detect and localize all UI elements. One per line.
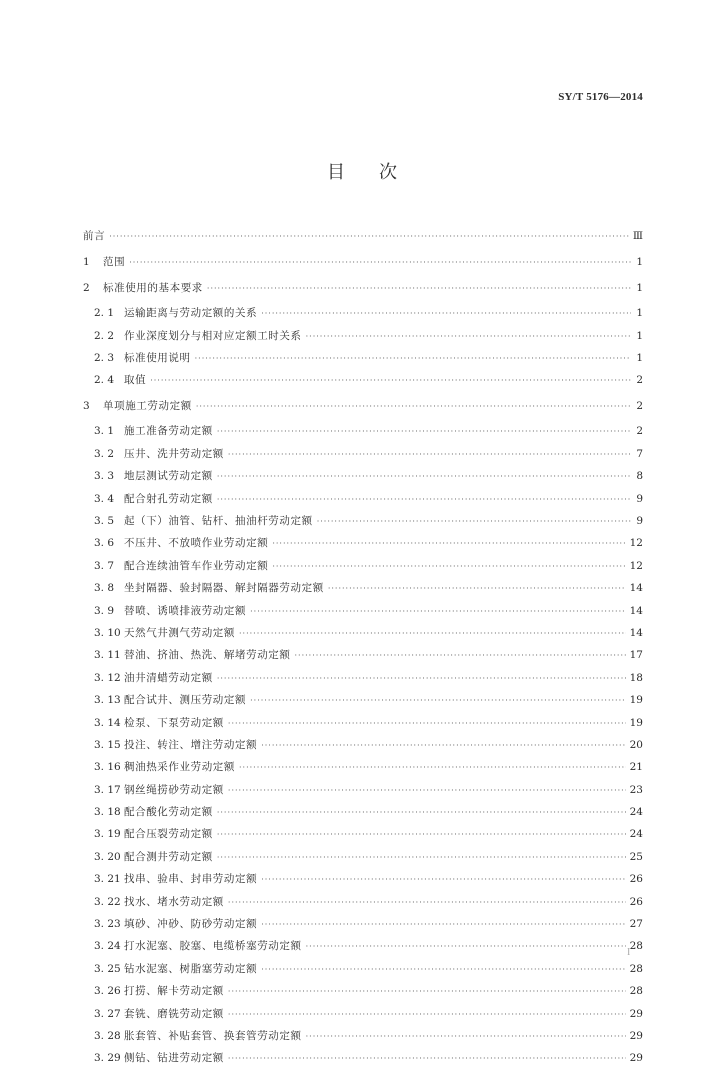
toc-dot-leader <box>217 673 626 685</box>
toc-entry-page: 24 <box>629 806 643 819</box>
toc-entry <box>83 365 643 387</box>
toc-dot-leader <box>217 807 626 819</box>
toc-dot-leader <box>228 986 626 998</box>
toc-entry-label: 检泵、下泵劳动定额 <box>124 716 224 729</box>
toc-entry <box>83 640 643 662</box>
toc-dot-leader <box>239 762 626 774</box>
toc-entry-label: 范围 <box>103 255 126 268</box>
toc-entry <box>83 841 643 863</box>
toc-entry-page: 9 <box>636 492 643 505</box>
toc-entry-number: 3. 8 <box>94 582 115 595</box>
toc-entry-label: 标准使用说明 <box>124 351 191 364</box>
toc-entry-page: 12 <box>629 537 643 550</box>
toc-entry-number: 3. 11 <box>94 649 121 662</box>
toc-entry-label: 钻水泥塞、树脂塞劳动定额 <box>124 962 258 975</box>
toc-entry <box>83 343 643 365</box>
toc-entry-label: 不压井、不放喷作业劳动定额 <box>124 537 269 550</box>
toc-entry-label: 替油、挤油、热洗、解堵劳动定额 <box>124 649 291 662</box>
toc-entry-number: 3. 22 <box>94 895 121 908</box>
toc-entry-page: 2 <box>636 425 643 438</box>
toc-entry-label: 起（下）油管、钻杆、抽油杆劳动定额 <box>124 515 313 528</box>
toc-entry-page: 8 <box>636 470 643 483</box>
toc-dot-leader <box>261 740 625 752</box>
toc-dot-leader <box>228 449 631 461</box>
toc-dot-leader <box>207 283 631 295</box>
toc-entry-number: 3. 7 <box>94 559 115 572</box>
toc-entry-label: 标准使用的基本要求 <box>103 281 203 294</box>
toc-entry-page: 1 <box>636 307 643 320</box>
page-title: 目次 <box>327 162 431 183</box>
toc-entry-number: 3. 4 <box>94 492 115 505</box>
toc-entry <box>83 595 643 617</box>
toc-entry-label: 压井、洗井劳动定额 <box>124 447 224 460</box>
page-number: I <box>627 947 631 958</box>
toc-entry-number: 3. 10 <box>94 626 121 639</box>
toc-entry-label: 配合试井、测压劳动定额 <box>124 694 247 707</box>
toc-entry-page: 19 <box>629 694 643 707</box>
toc-entry-page: 7 <box>636 447 643 460</box>
toc-entry-page: 29 <box>629 1007 643 1020</box>
toc-entry-page: 28 <box>629 940 643 953</box>
toc-entry <box>83 247 643 269</box>
toc-dot-leader <box>306 941 626 953</box>
toc-entry <box>83 390 643 412</box>
toc-dot-leader <box>217 471 631 483</box>
toc-dot-leader <box>217 829 626 841</box>
toc-dot-leader <box>261 874 625 886</box>
toc-dot-leader <box>306 1031 626 1043</box>
toc-entry-page: 29 <box>629 1030 643 1042</box>
toc-entry-label: 取值 <box>124 374 147 387</box>
toc-entry-page: 14 <box>629 582 643 595</box>
toc-dot-leader <box>228 1053 626 1065</box>
toc-entry-number: 3. 19 <box>94 828 121 841</box>
toc-entry-page: 28 <box>629 985 643 998</box>
toc-entry-label: 稠油热采作业劳动定额 <box>124 761 235 774</box>
toc-entry-label: 配合连续油管车作业劳动定额 <box>124 559 269 572</box>
toc-dot-leader <box>261 308 631 320</box>
toc-entry-page: 28 <box>629 962 643 975</box>
toc-entry-label: 作业深度划分与相对应定额工时关系 <box>124 329 302 342</box>
toc-dot-leader <box>261 919 625 931</box>
toc-entry <box>83 797 643 819</box>
toc-entry-page: 25 <box>629 850 643 863</box>
toc-entry-number: 2 <box>83 281 90 294</box>
toc-entry-number: 3. 21 <box>94 873 121 886</box>
toc-entry-number: 2. 4 <box>94 374 115 387</box>
toc-entry-page: 21 <box>629 761 643 774</box>
toc-entry <box>83 886 643 908</box>
toc-entry-number: 3. 23 <box>94 918 121 931</box>
toc-entry-page: 24 <box>629 828 643 841</box>
toc-entry <box>83 953 643 975</box>
toc-entry-number: 3. 3 <box>94 470 115 483</box>
toc-entry <box>83 752 643 774</box>
toc-dot-leader <box>217 494 631 506</box>
toc-entry <box>83 483 643 505</box>
toc-dot-leader <box>295 650 626 662</box>
toc-entry <box>83 685 643 707</box>
toc-entry-number: 3. 24 <box>94 940 121 953</box>
toc-entry-number: 3. 26 <box>94 985 121 998</box>
toc-entry-page: 29 <box>629 1052 643 1065</box>
toc-entry-page: 1 <box>636 255 643 268</box>
toc-entry-label: 打水泥塞、胶塞、电缆桥塞劳动定额 <box>124 940 302 953</box>
toc-entry <box>83 461 643 483</box>
toc-entry-page: 1 <box>636 281 643 294</box>
toc-dot-leader <box>217 852 626 864</box>
toc-dot-leader <box>228 718 626 730</box>
toc-entry-page: 14 <box>629 604 643 617</box>
toc-entry-label: 地层测试劳动定额 <box>124 470 213 483</box>
toc-entry-number: 3. 15 <box>94 738 121 751</box>
toc-entry-label: 打捞、解卡劳动定额 <box>124 985 224 998</box>
toc-entry-label: 配合酸化劳动定额 <box>124 806 213 819</box>
toc-entry <box>83 573 643 595</box>
toc-entry-label: 配合射孔劳动定额 <box>124 492 213 505</box>
toc-entry-page: 14 <box>629 626 643 639</box>
toc-dot-leader <box>150 375 631 387</box>
toc-entry-number: 3. 9 <box>94 604 115 617</box>
toc-entry-number: 2. 2 <box>94 329 115 342</box>
toc-entry-number: 3. 20 <box>94 850 121 863</box>
toc-dot-leader <box>306 331 631 343</box>
toc-entry-page: 18 <box>629 671 643 684</box>
toc-dot-leader <box>195 353 631 365</box>
toc-entry-label: 钢丝绳捞砂劳动定额 <box>124 783 224 796</box>
toc-entry <box>83 528 643 550</box>
toc-entry <box>83 272 643 294</box>
toc-entry-label: 坐封隔器、验封隔器、解封隔器劳动定额 <box>124 582 324 595</box>
toc-entry-number: 3. 28 <box>94 1030 121 1042</box>
toc-entry-number: 3. 17 <box>94 783 121 796</box>
standard-code: SY/T 5176—2014 <box>558 91 643 103</box>
toc-dot-leader <box>250 606 626 618</box>
toc-entry-page: 19 <box>629 716 643 729</box>
toc-entry-page: 9 <box>636 515 643 528</box>
toc-entry-label: 前言 <box>83 230 106 243</box>
toc-entry <box>83 998 643 1020</box>
toc-entry-page: 12 <box>629 559 643 572</box>
toc-entry <box>83 298 643 320</box>
toc-dot-leader <box>250 695 626 707</box>
toc-entry <box>83 730 643 752</box>
toc-entry <box>83 1043 643 1065</box>
toc-entry-label: 施工准备劳动定额 <box>124 425 213 438</box>
toc-dot-leader <box>328 583 626 595</box>
toc-entry-number: 3. 1 <box>94 425 115 438</box>
toc-entry-number: 3. 14 <box>94 716 121 729</box>
toc-entry-label: 配合压裂劳动定额 <box>124 828 213 841</box>
toc-entry-number: 3. 25 <box>94 962 121 975</box>
toc-entry-number: 3. 18 <box>94 806 121 819</box>
toc-entry-label: 投注、转注、增注劳动定额 <box>124 738 258 751</box>
toc-dot-leader <box>196 401 631 413</box>
toc-dot-leader <box>228 1009 626 1021</box>
toc-entry <box>83 662 643 684</box>
toc-entry <box>83 819 643 841</box>
toc-entry-number: 3 <box>83 399 90 412</box>
toc-entry <box>83 506 643 528</box>
toc-entry <box>83 976 643 998</box>
toc-entry-number: 3. 29 <box>94 1052 121 1065</box>
toc-entry-page: Ⅲ <box>632 230 643 243</box>
toc-dot-leader <box>129 257 631 269</box>
toc-entry <box>83 320 643 342</box>
toc-entry <box>83 909 643 931</box>
toc-entry-label: 天然气井测气劳动定额 <box>124 626 235 639</box>
toc-dot-leader <box>109 231 629 243</box>
toc-entry-number: 1 <box>83 255 90 268</box>
toc-entry-number: 3. 2 <box>94 447 115 460</box>
toc-entry-number: 3. 12 <box>94 671 121 684</box>
toc-entry-page: 20 <box>629 738 643 751</box>
toc-dot-leader <box>272 538 625 550</box>
toc-entry <box>83 774 643 796</box>
toc-entry-number: 3. 13 <box>94 694 121 707</box>
toc-entry-page: 1 <box>636 351 643 364</box>
toc-dot-leader <box>217 426 631 438</box>
toc-entry <box>83 618 643 640</box>
toc-entry-number: 3. 6 <box>94 537 115 550</box>
toc-entry-label: 替喷、诱喷排液劳动定额 <box>124 604 247 617</box>
toc-entry-label: 侧钻、钻进劳动定额 <box>124 1052 224 1065</box>
toc-entry-label: 油井清蜡劳动定额 <box>124 671 213 684</box>
toc-entry <box>83 438 643 460</box>
toc-entry-page: 2 <box>636 399 643 412</box>
toc-entry <box>83 221 643 243</box>
toc-entry-number: 2. 1 <box>94 307 115 320</box>
toc-entry <box>83 550 643 572</box>
toc-entry-number: 3. 27 <box>94 1007 121 1020</box>
toc-entry-page: 27 <box>629 918 643 931</box>
toc-entry-label: 运输距离与劳动定额的关系 <box>124 307 258 320</box>
toc-entry-label: 胀套管、补贴套管、换套管劳动定额 <box>124 1030 302 1042</box>
toc-dot-leader <box>261 964 625 976</box>
toc-entry-page: 2 <box>636 374 643 387</box>
toc-entry-page: 26 <box>629 895 643 908</box>
toc-entry-number: 3. 16 <box>94 761 121 774</box>
table-of-contents <box>83 221 643 1065</box>
toc-dot-leader <box>317 516 631 528</box>
toc-dot-leader <box>228 897 626 909</box>
toc-dot-leader <box>228 785 626 797</box>
toc-entry-number: 2. 3 <box>94 351 115 364</box>
toc-entry <box>83 416 643 438</box>
toc-entry-label: 单项施工劳动定额 <box>103 399 192 412</box>
toc-entry-label: 找串、验串、封串劳动定额 <box>124 873 258 886</box>
toc-dot-leader <box>272 561 625 573</box>
toc-entry <box>83 931 643 953</box>
toc-entry-number: 3. 5 <box>94 515 115 528</box>
toc-entry-label: 找水、堵水劳动定额 <box>124 895 224 908</box>
toc-entry-page: 23 <box>629 783 643 796</box>
toc-entry-label: 配合测井劳动定额 <box>124 850 213 863</box>
toc-entry <box>83 707 643 729</box>
toc-entry-label: 填砂、冲砂、防砂劳动定额 <box>124 918 258 931</box>
toc-entry-page: 17 <box>629 649 643 662</box>
toc-dot-leader <box>239 628 626 640</box>
toc-entry <box>83 864 643 886</box>
toc-entry-label: 套铣、磨铣劳动定额 <box>124 1007 224 1020</box>
toc-entry-page: 26 <box>629 873 643 886</box>
toc-entry-page: 1 <box>636 329 643 342</box>
